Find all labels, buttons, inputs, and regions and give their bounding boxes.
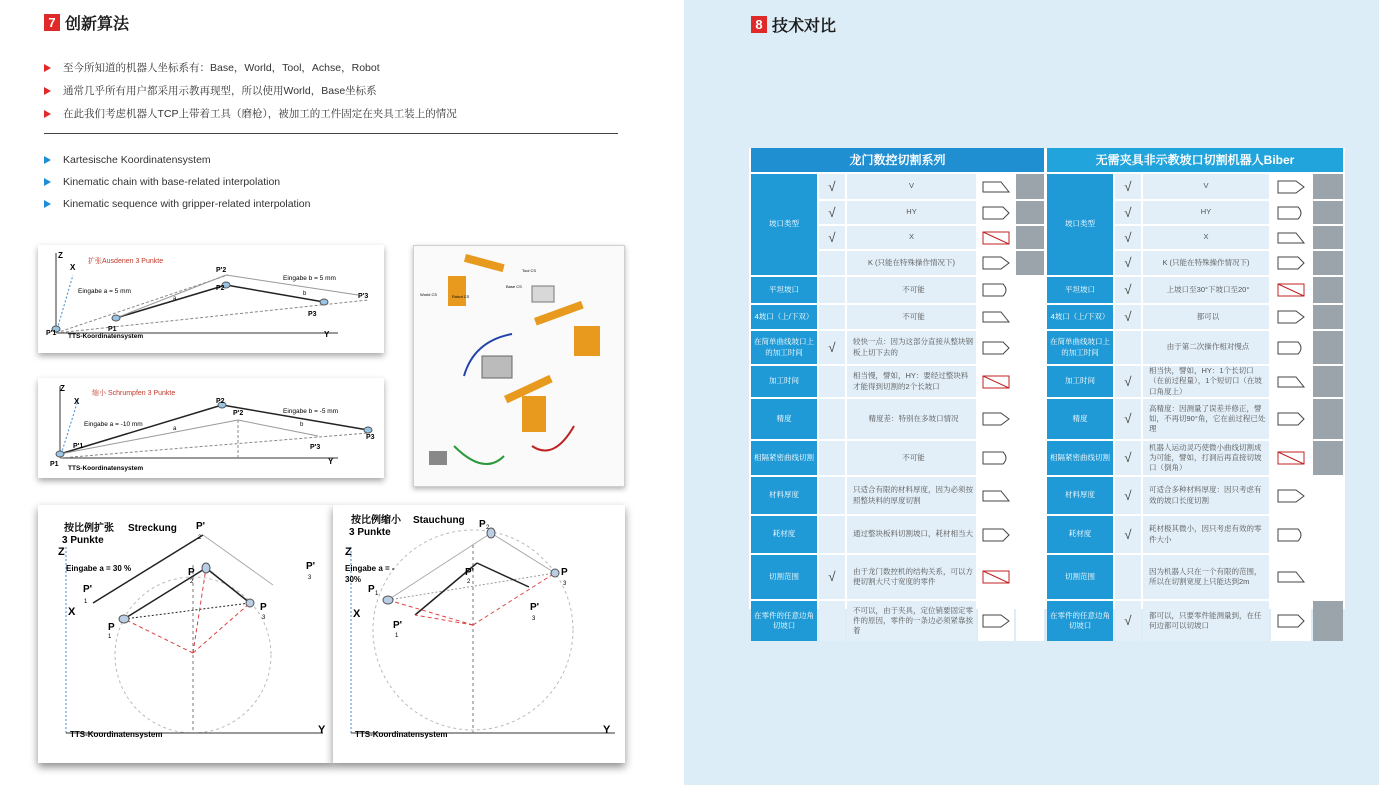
left-text-cell: HY (847, 201, 976, 224)
row-label-left: 相隔紧密曲线切割 (751, 441, 817, 475)
left-text-cell: 通过整块板料切割坡口，耗材相当大 (847, 516, 976, 553)
left-photo-thumb (1016, 477, 1044, 514)
row-label-left: 切割范围 (751, 555, 817, 599)
section-number: 7 (44, 14, 60, 31)
right-photo-thumb (1313, 226, 1343, 249)
left-check-cell (819, 516, 845, 553)
left-text-cell: 不可能 (847, 305, 976, 329)
bevel-shape-icon (1276, 488, 1306, 504)
left-text-cell: 不可能 (847, 441, 976, 475)
row-label-right: 平坦坡口 (1047, 277, 1113, 303)
left-photo-thumb (1016, 226, 1044, 249)
row-label-left: 在简单曲线坡口上的加工时间 (751, 331, 817, 364)
point-p3: P (561, 567, 568, 578)
left-photo-thumb (1016, 555, 1044, 599)
right-check-cell: √ (1115, 201, 1141, 224)
coord-label: TTS-Koordinatensystem (70, 730, 163, 739)
row-label-right: 精度 (1047, 399, 1113, 439)
point-p2p: P'2 (216, 267, 227, 274)
left-photo-thumb (1016, 516, 1044, 553)
left-photo-thumb (1016, 174, 1044, 199)
diagram-scale-down (333, 505, 625, 763)
title-2: 3 Punkte (349, 527, 391, 538)
left-photo-thumb (1016, 601, 1044, 641)
axis-y: Y (328, 457, 334, 466)
right-check-cell: √ (1115, 477, 1141, 514)
right-check-cell (1115, 331, 1141, 364)
point-p2-sub: 2 (190, 579, 194, 585)
left-text-cell: X (847, 226, 976, 249)
point-p2: P2 (216, 285, 225, 292)
left-shape-icon (978, 331, 1014, 364)
section-8-title (751, 13, 836, 36)
point-p3p-sub: 3 (532, 616, 536, 622)
section-title-text: 技术对比 (772, 18, 837, 35)
left-shape-icon (978, 277, 1014, 303)
input-label: Eingabe a = 30 % (66, 564, 132, 573)
row-label-right: 耗材度 (1047, 516, 1113, 553)
label-tool-cs: Tool CS (522, 268, 537, 273)
title-2: 3 Punkte (62, 535, 104, 546)
diagram-title: 缩小 Schrumpfen 3 Punkte (92, 390, 176, 397)
row-label-left: 耗材度 (751, 516, 817, 553)
left-photo-thumb (1016, 366, 1044, 397)
right-photo-thumb (1313, 516, 1343, 553)
axis-x: X (353, 608, 361, 620)
left-check-cell: √ (819, 331, 845, 364)
bevel-shape-icon (1276, 450, 1306, 466)
point-p2: P (479, 519, 486, 530)
left-photo-thumb (1016, 441, 1044, 475)
robot-illustration (414, 246, 626, 488)
bevel-shape-icon (1276, 569, 1306, 585)
point-p2-sub: 2 (486, 525, 490, 531)
point-p2p-sub: 2 (467, 579, 471, 585)
right-photo-thumb (1313, 201, 1343, 224)
right-shape-icon (1271, 305, 1311, 329)
left-check-cell (819, 441, 845, 475)
right-check-cell: √ (1115, 305, 1141, 329)
axis-z: Z (60, 384, 65, 393)
bevel-shape-icon (1276, 255, 1306, 271)
left-check-cell: √ (819, 555, 845, 599)
left-check-cell (819, 277, 845, 303)
axis-x: X (70, 263, 76, 272)
right-photo-thumb (1313, 477, 1343, 514)
right-text-cell: 机器人运动灵巧使微小曲线切割成为可能，譬如，打洞后再直接切坡口（倒角） (1143, 441, 1269, 475)
bevel-shape-icon (981, 205, 1011, 221)
bevel-shape-icon (981, 255, 1011, 271)
bullet-blue-1: Kartesische Koordinatensystem (44, 154, 211, 166)
row-label-left: 精度 (751, 399, 817, 439)
point-p1p-sub: 1 (395, 633, 399, 639)
left-shape-icon (978, 366, 1014, 397)
right-text-cell: K (只能在特殊操作情况下) (1143, 251, 1269, 275)
title-cn: 按比例扩张 (64, 523, 114, 534)
row-label-left: 平坦坡口 (751, 277, 817, 303)
bevel-shape-icon (981, 374, 1011, 390)
title-de: Streckung (128, 523, 177, 534)
point-p3: P3 (308, 311, 317, 318)
row-label-left: 4坡口（上/下双） (751, 305, 817, 329)
input-b: Eingabe b = -5 mm (283, 408, 339, 415)
point-p1-sub: 1 (375, 591, 379, 597)
left-text-cell: V (847, 174, 976, 199)
axis-y: Y (318, 724, 326, 736)
left-shape-icon (978, 601, 1014, 641)
axis-y: Y (603, 724, 611, 736)
bevel-shape-icon (1276, 282, 1306, 298)
bevel-shape-icon (1276, 309, 1306, 325)
right-photo-thumb (1313, 399, 1343, 439)
point-p2p-sub: 2 (198, 535, 202, 541)
right-text-cell: 都可以，只要零件能测量到，在任何边都可以切坡口 (1143, 601, 1269, 641)
label-robot-cs: Robot CS (452, 294, 470, 299)
right-text-cell: 耗材极其微小，因只考虑有效的零件大小 (1143, 516, 1269, 553)
right-shape-icon (1271, 516, 1311, 553)
left-check-cell (819, 366, 845, 397)
right-check-cell: √ (1115, 174, 1141, 199)
right-check-cell: √ (1115, 399, 1141, 439)
left-text-cell: 不可以，由于夹具，定位销要固定零件的原因，零件的一条边必须紧靠挨着 (847, 601, 976, 641)
bevel-shape-icon (1276, 527, 1306, 543)
axis-z: Z (58, 546, 65, 558)
bullet-triangle-icon (44, 178, 51, 186)
bevel-shape-icon (981, 450, 1011, 466)
bevel-shape-icon (981, 340, 1011, 356)
point-p3-sub: 3 (563, 581, 567, 587)
point-p1p: P' (393, 620, 403, 631)
axis-z: Z (58, 251, 63, 260)
right-text-cell: 相当快，譬如，HY：1个长切口（在前过程量），1个短切口（在坡口角度上） (1143, 366, 1269, 397)
right-text-cell: V (1143, 174, 1269, 199)
point-p3: P (260, 602, 267, 613)
bevel-shape-icon (1276, 179, 1306, 195)
right-text-cell: 都可以 (1143, 305, 1269, 329)
row-label-right: 在零件的任意边角切坡口 (1047, 601, 1113, 641)
row-label-right: 加工时间 (1047, 366, 1113, 397)
row-label-right: 4坡口（上/下双） (1047, 305, 1113, 329)
left-shape-icon (978, 477, 1014, 514)
shrink-diagram-svg (38, 378, 384, 478)
right-text-cell: HY (1143, 201, 1269, 224)
input-label-2: 30% (345, 575, 362, 584)
coord-label: TTS-Koordinatensystem (355, 730, 448, 739)
coord-label: TTS-Koordinatensystem (68, 333, 144, 340)
table-header-gantry: 龙门数控切割系列 (751, 148, 1044, 172)
left-check-cell: √ (819, 226, 845, 249)
bevel-shape-icon (981, 230, 1011, 246)
bevel-shape-icon (981, 569, 1011, 585)
row-label-right: 相隔紧密曲线切割 (1047, 441, 1113, 475)
left-photo-thumb (1016, 277, 1044, 303)
left-check-cell (819, 601, 845, 641)
left-photo-thumb (1016, 331, 1044, 364)
left-check-cell (819, 477, 845, 514)
point-p2p: P' (465, 567, 475, 578)
left-text-cell: K (只能在特殊操作情况下) (847, 251, 976, 275)
left-check-cell: √ (819, 201, 845, 224)
bevel-shape-icon (981, 179, 1011, 195)
axis-x: X (74, 397, 80, 406)
right-shape-icon (1271, 277, 1311, 303)
row-label-right: 切割范围 (1047, 555, 1113, 599)
point-p1: P1 (108, 326, 117, 333)
label-b: b (300, 422, 304, 428)
bevel-shape-icon (981, 488, 1011, 504)
right-shape-icon (1271, 399, 1311, 439)
point-p3p: P' (530, 602, 540, 613)
right-text-cell: 上坡口至30°下坡口至20° (1143, 277, 1269, 303)
bevel-shape-icon (981, 309, 1011, 325)
right-photo-thumb (1313, 277, 1343, 303)
right-shape-icon (1271, 201, 1311, 224)
left-check-cell (819, 251, 845, 275)
right-text-cell: 可适合多种材料厚度：因只考虑有效的坡口长度切割 (1143, 477, 1269, 514)
input-b: Eingabe b = 5 mm (283, 275, 336, 282)
table-header-biber: 无需夹具非示教坡口切割机器人Biber (1047, 148, 1343, 172)
point-p2: P2 (216, 398, 225, 405)
row-label-right: 在简单曲线坡口上的加工时间 (1047, 331, 1113, 364)
right-shape-icon (1271, 331, 1311, 364)
right-text-cell: X (1143, 226, 1269, 249)
right-photo-thumb (1313, 331, 1343, 364)
left-text-cell: 不可能 (847, 277, 976, 303)
bevel-shape-icon (1276, 340, 1306, 356)
robot-coordinates-photo (413, 245, 625, 487)
label-a: a (173, 426, 177, 432)
bevel-shape-icon (981, 613, 1011, 629)
axis-x: X (68, 606, 76, 618)
right-photo-thumb (1313, 251, 1343, 275)
title-cn: 按比例缩小 (351, 515, 401, 526)
left-text-cell: 只适合有限的材料厚度，因为必须按照整块料的厚度切割 (847, 477, 976, 514)
diagram-expand (38, 245, 384, 353)
right-shape-icon (1271, 226, 1311, 249)
row-label-left: 加工时间 (751, 366, 817, 397)
diagram-shrink (38, 378, 384, 478)
left-photo-thumb (1016, 251, 1044, 275)
left-shape-icon (978, 516, 1014, 553)
point-p1: P (368, 584, 375, 595)
right-shape-icon (1271, 251, 1311, 275)
label-b: b (303, 291, 307, 297)
bullet-blue-2: Kinematic chain with base-related interpolation (44, 176, 280, 188)
divider (44, 133, 618, 134)
left-check-cell (819, 399, 845, 439)
right-photo-thumb (1313, 441, 1343, 475)
right-text-cell: 因为机器人只在一个有限的范围，所以在切割宽度上只能达到2m (1143, 555, 1269, 599)
left-photo-thumb (1016, 399, 1044, 439)
bevel-shape-icon (981, 282, 1011, 298)
right-text-cell: 由于第二次操作相对慢点 (1143, 331, 1269, 364)
comparison-table (749, 148, 1345, 636)
point-p3p: P'3 (310, 444, 321, 451)
right-check-cell (1115, 555, 1141, 599)
left-check-cell (819, 305, 845, 329)
row-label-right: 材料厚度 (1047, 477, 1113, 514)
label-base-cs: Base CS (506, 284, 522, 289)
axis-z: Z (345, 546, 352, 558)
right-shape-icon (1271, 441, 1311, 475)
point-p3p: P' (306, 561, 316, 572)
right-shape-icon (1271, 477, 1311, 514)
left-check-cell: √ (819, 174, 845, 199)
point-p1p: P' (83, 584, 93, 595)
bullet-blue-3: Kinematic sequence with gripper-related interpolation (44, 198, 310, 210)
section-7-title (44, 11, 129, 34)
input-a: Eingabe a = -10 mm (84, 421, 143, 428)
left-shape-icon (978, 555, 1014, 599)
bullet-triangle-icon (44, 156, 51, 164)
row-label-left: 材料厚度 (751, 477, 817, 514)
label-a: a (173, 296, 177, 302)
bevel-shape-icon (981, 527, 1011, 543)
right-shape-icon (1271, 174, 1311, 199)
right-photo-thumb (1313, 366, 1343, 397)
left-text-cell: 较快一点：因为这部分直接从整块钢板上切下去的 (847, 331, 976, 364)
input-label: Eingabe a = - (345, 564, 395, 573)
point-p1: P (108, 622, 115, 633)
bullet-red-3: 在此我们考虑机器人TCP上带着工具（磨枪），被加工的工件固定在夹具工装上的情况 (44, 106, 457, 121)
bullet-red-1: 至今所知道的机器人坐标系有：Base，World，Tool，Achse，Robot (44, 60, 380, 75)
left-shape-icon (978, 251, 1014, 275)
left-shape-icon (978, 201, 1014, 224)
left-shape-icon (978, 305, 1014, 329)
left-text-cell: 精度差：特别在多坡口情况 (847, 399, 976, 439)
bevel-shape-icon (1276, 411, 1306, 427)
title-de: Stauchung (413, 515, 465, 526)
expand-diagram-svg (38, 245, 384, 353)
bevel-shape-icon (1276, 230, 1306, 246)
left-photo-thumb (1016, 305, 1044, 329)
left-shape-icon (978, 174, 1014, 199)
right-photo-thumb (1313, 305, 1343, 329)
point-p3-sub: 3 (262, 615, 266, 621)
right-photo-thumb (1313, 601, 1343, 641)
left-page (0, 0, 684, 785)
bevel-shape-icon (1276, 613, 1306, 629)
point-p2: P (188, 567, 195, 578)
bullet-red-2: 通常几乎所有用户都采用示教再现型，所以使用World，Base坐标系 (44, 83, 377, 98)
right-text-cell: 高精度：因测量了误差并修正，譬如，不再切90°角，它在前过程已处理 (1143, 399, 1269, 439)
point-p1-sub: 1 (108, 634, 112, 640)
bullet-triangle-icon (44, 200, 51, 208)
diagram-scale-up (38, 505, 333, 763)
right-check-cell: √ (1115, 251, 1141, 275)
coord-label: TTS-Koordinatensystem (68, 465, 144, 472)
right-check-cell: √ (1115, 277, 1141, 303)
point-p2p: P'2 (233, 410, 244, 417)
right-photo-thumb (1313, 555, 1343, 599)
point-p3p-sub: 3 (308, 575, 312, 581)
axis-y: Y (324, 330, 330, 339)
bullet-triangle-icon (44, 110, 51, 118)
point-p3: P3 (366, 434, 375, 441)
section-number: 8 (751, 16, 767, 33)
right-photo-thumb (1313, 174, 1343, 199)
point-p3p: P'3 (358, 293, 369, 300)
left-text-cell: 由于龙门数控机的结构关系，可以方便切割大尺寸宽度的零件 (847, 555, 976, 599)
point-p1p: P'1 (46, 330, 57, 337)
point-p1: P1 (50, 461, 59, 468)
diagram-title: 扩张Ausdenen 3 Punkte (88, 258, 164, 265)
bullet-triangle-icon (44, 64, 51, 72)
right-shape-icon (1271, 366, 1311, 397)
right-check-cell: √ (1115, 441, 1141, 475)
left-photo-thumb (1016, 201, 1044, 224)
bevel-shape-icon (981, 411, 1011, 427)
bevel-shape-icon (1276, 205, 1306, 221)
section-title-text: 创新算法 (65, 16, 130, 33)
right-check-cell: √ (1115, 226, 1141, 249)
input-a: Eingabe a = 5 mm (78, 288, 131, 295)
row-label-right: 坡口类型 (1047, 174, 1113, 275)
right-shape-icon (1271, 555, 1311, 599)
point-p1p: P'1 (73, 443, 84, 450)
right-check-cell: √ (1115, 366, 1141, 397)
row-label-left: 在零件的任意边角切坡口 (751, 601, 817, 641)
right-check-cell: √ (1115, 516, 1141, 553)
point-p1p-sub: 1 (84, 599, 88, 605)
label-world-cs: World CS (420, 292, 438, 297)
right-shape-icon (1271, 601, 1311, 641)
left-shape-icon (978, 441, 1014, 475)
left-shape-icon (978, 226, 1014, 249)
scale-up-diagram-svg (38, 505, 333, 763)
left-shape-icon (978, 399, 1014, 439)
scale-down-diagram-svg (333, 505, 625, 763)
bullet-triangle-icon (44, 87, 51, 95)
left-text-cell: 相当慢，譬如，HY：要经过整块料才能得到切割的2个长坡口 (847, 366, 976, 397)
right-check-cell: √ (1115, 601, 1141, 641)
bevel-shape-icon (1276, 374, 1306, 390)
point-p2p: P' (196, 521, 206, 532)
row-label-left: 坡口类型 (751, 174, 817, 275)
